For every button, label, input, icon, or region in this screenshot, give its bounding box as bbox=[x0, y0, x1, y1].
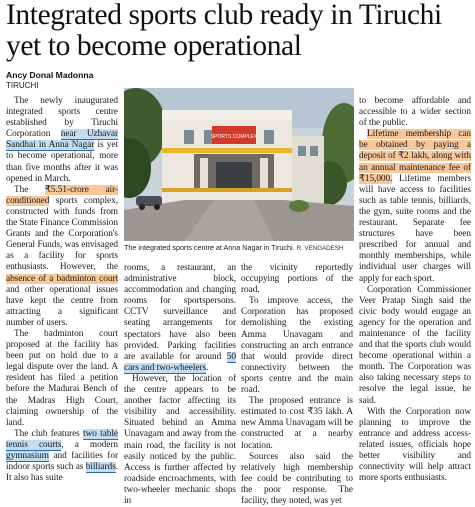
highlighted-text: ₹5.51-crore air-conditioned bbox=[6, 184, 118, 206]
highlighted-text: two table tennis courts bbox=[6, 428, 118, 450]
text-run: The bbox=[14, 184, 45, 195]
text-run: . It also has suite bbox=[6, 462, 118, 484]
highlighted-text: billiards bbox=[85, 462, 116, 473]
paragraph: The proposed entrance is estimated to cost ₹35 lakh. A new Amma Unavagam will be constructed at a nearby location. bbox=[241, 396, 353, 451]
dateline: TIRUCHI bbox=[6, 81, 39, 90]
sports-centre-photo bbox=[124, 88, 354, 241]
highlighted-text: 50 cars and two-wheelers bbox=[124, 351, 236, 373]
highlighted-text: gymnasium bbox=[6, 451, 49, 461]
paragraph bbox=[6, 185, 118, 329]
article-column-2 bbox=[124, 263, 236, 507]
photo-caption bbox=[124, 243, 356, 252]
paragraph bbox=[6, 429, 118, 484]
text-run: The newly inaugurated integrated sports centre established by Tiruchi Corporation bbox=[6, 96, 118, 140]
sign-text: SPORTS COMPLEX bbox=[210, 134, 258, 140]
paragraph: to become affordable and accessible to a wider section of the public. bbox=[359, 96, 471, 129]
text-run: , a modern bbox=[61, 439, 118, 450]
text-run: and facilities for indoor sports such as bbox=[6, 451, 118, 473]
text-run: rooms, a restaurant, an administrative block, accommodation and changing rooms for sportspersons. CCTV surveillance and seating arrangements for spectators have also been provided. Parking facilities are available for around bbox=[124, 263, 236, 362]
headline: Integrated sports club ready in Tiruchi yet to become operational bbox=[6, 0, 442, 62]
paragraph bbox=[6, 96, 118, 185]
text-run: sports complex, constructed with funds from the State Finance Commission Grants and the Corporation's General Funds, was envisaged as a facility for sports enthusiasts. However, the bbox=[6, 195, 118, 273]
byline: Ancy Donal Madonna bbox=[6, 70, 94, 80]
article-column-4 bbox=[359, 96, 471, 484]
article-column-3 bbox=[241, 263, 353, 507]
highlighted-text: near Uzhavar Sandhai in Anna Nagar bbox=[6, 129, 118, 151]
caption-text: The integrated sports centre at Anna Nagar in Tiruchi. bbox=[124, 243, 295, 252]
text-run: and other operational issues have kept the centre from attracting a significant number of users. bbox=[6, 284, 118, 328]
paragraph bbox=[359, 129, 471, 284]
highlighted-text: absence of a badminton court bbox=[6, 273, 118, 284]
building-illustration bbox=[124, 88, 354, 241]
paragraph: With the Corporation now planning to improve the entrance and address access-related issues, officials hope better visibility and connectivity will help attract more sports enthusiasts. bbox=[359, 406, 471, 484]
text-run: Lifetime members will have access to facilities such as table tennis, billiards, the gym, suite rooms and the restaurant. Separate fee structures have been prescribed for annual and monthly memberships, while individual user charges will apply for each sport. bbox=[359, 173, 471, 284]
text-run: is yet to become operational, more than five months after it was opened in March. bbox=[6, 140, 118, 184]
text-run: The club features bbox=[14, 428, 84, 439]
paragraph: The badminton court proposed at the facility has been put on hold due to a legal dispute over the land. A resident has filed a petition before the Madurai Bench of the Madras High Court, claiming ownership of the land. bbox=[6, 328, 118, 428]
paragraph: the vicinity reportedly occupying portions of the road. bbox=[241, 263, 353, 296]
article-column-1 bbox=[6, 96, 118, 484]
highlighted-text: Lifetime membership can be obtained by paying a deposit of ₹2 lakh, along with an annual maintenance fee of ₹15,000. bbox=[359, 129, 471, 184]
paragraph: However, the location of the centre appears to be another factor affecting its visibility and accessibility. Situated behind an Amma Unavagam and away from the main road, the facility is not easily noticed by the public. Access is further affected by roadside encroachments, with two-wheeler mechanic shops in bbox=[124, 373, 236, 506]
text-run: . bbox=[206, 362, 209, 373]
paragraph: Sources also said the relatively high membership fee could be contributing to the poor response. The facility, they noted, was yet bbox=[241, 451, 353, 506]
photo-credit: R. VENGADESH bbox=[296, 245, 344, 252]
paragraph bbox=[124, 263, 236, 374]
paragraph: To improve access, the Corporation has proposed demolishing the existing Amma Unavagam and constructing an arch entrance that would provide direct connectivity between the sports centre and the main road. bbox=[241, 296, 353, 396]
paragraph: Corporation Commissioner Veer Pratap Singh said the civic body would engage an agency for the operation and maintenance of the facility and that the sports club would become operational within a month. The Corporation was also taking necessary steps to resolve the legal issue, he said. bbox=[359, 284, 471, 406]
